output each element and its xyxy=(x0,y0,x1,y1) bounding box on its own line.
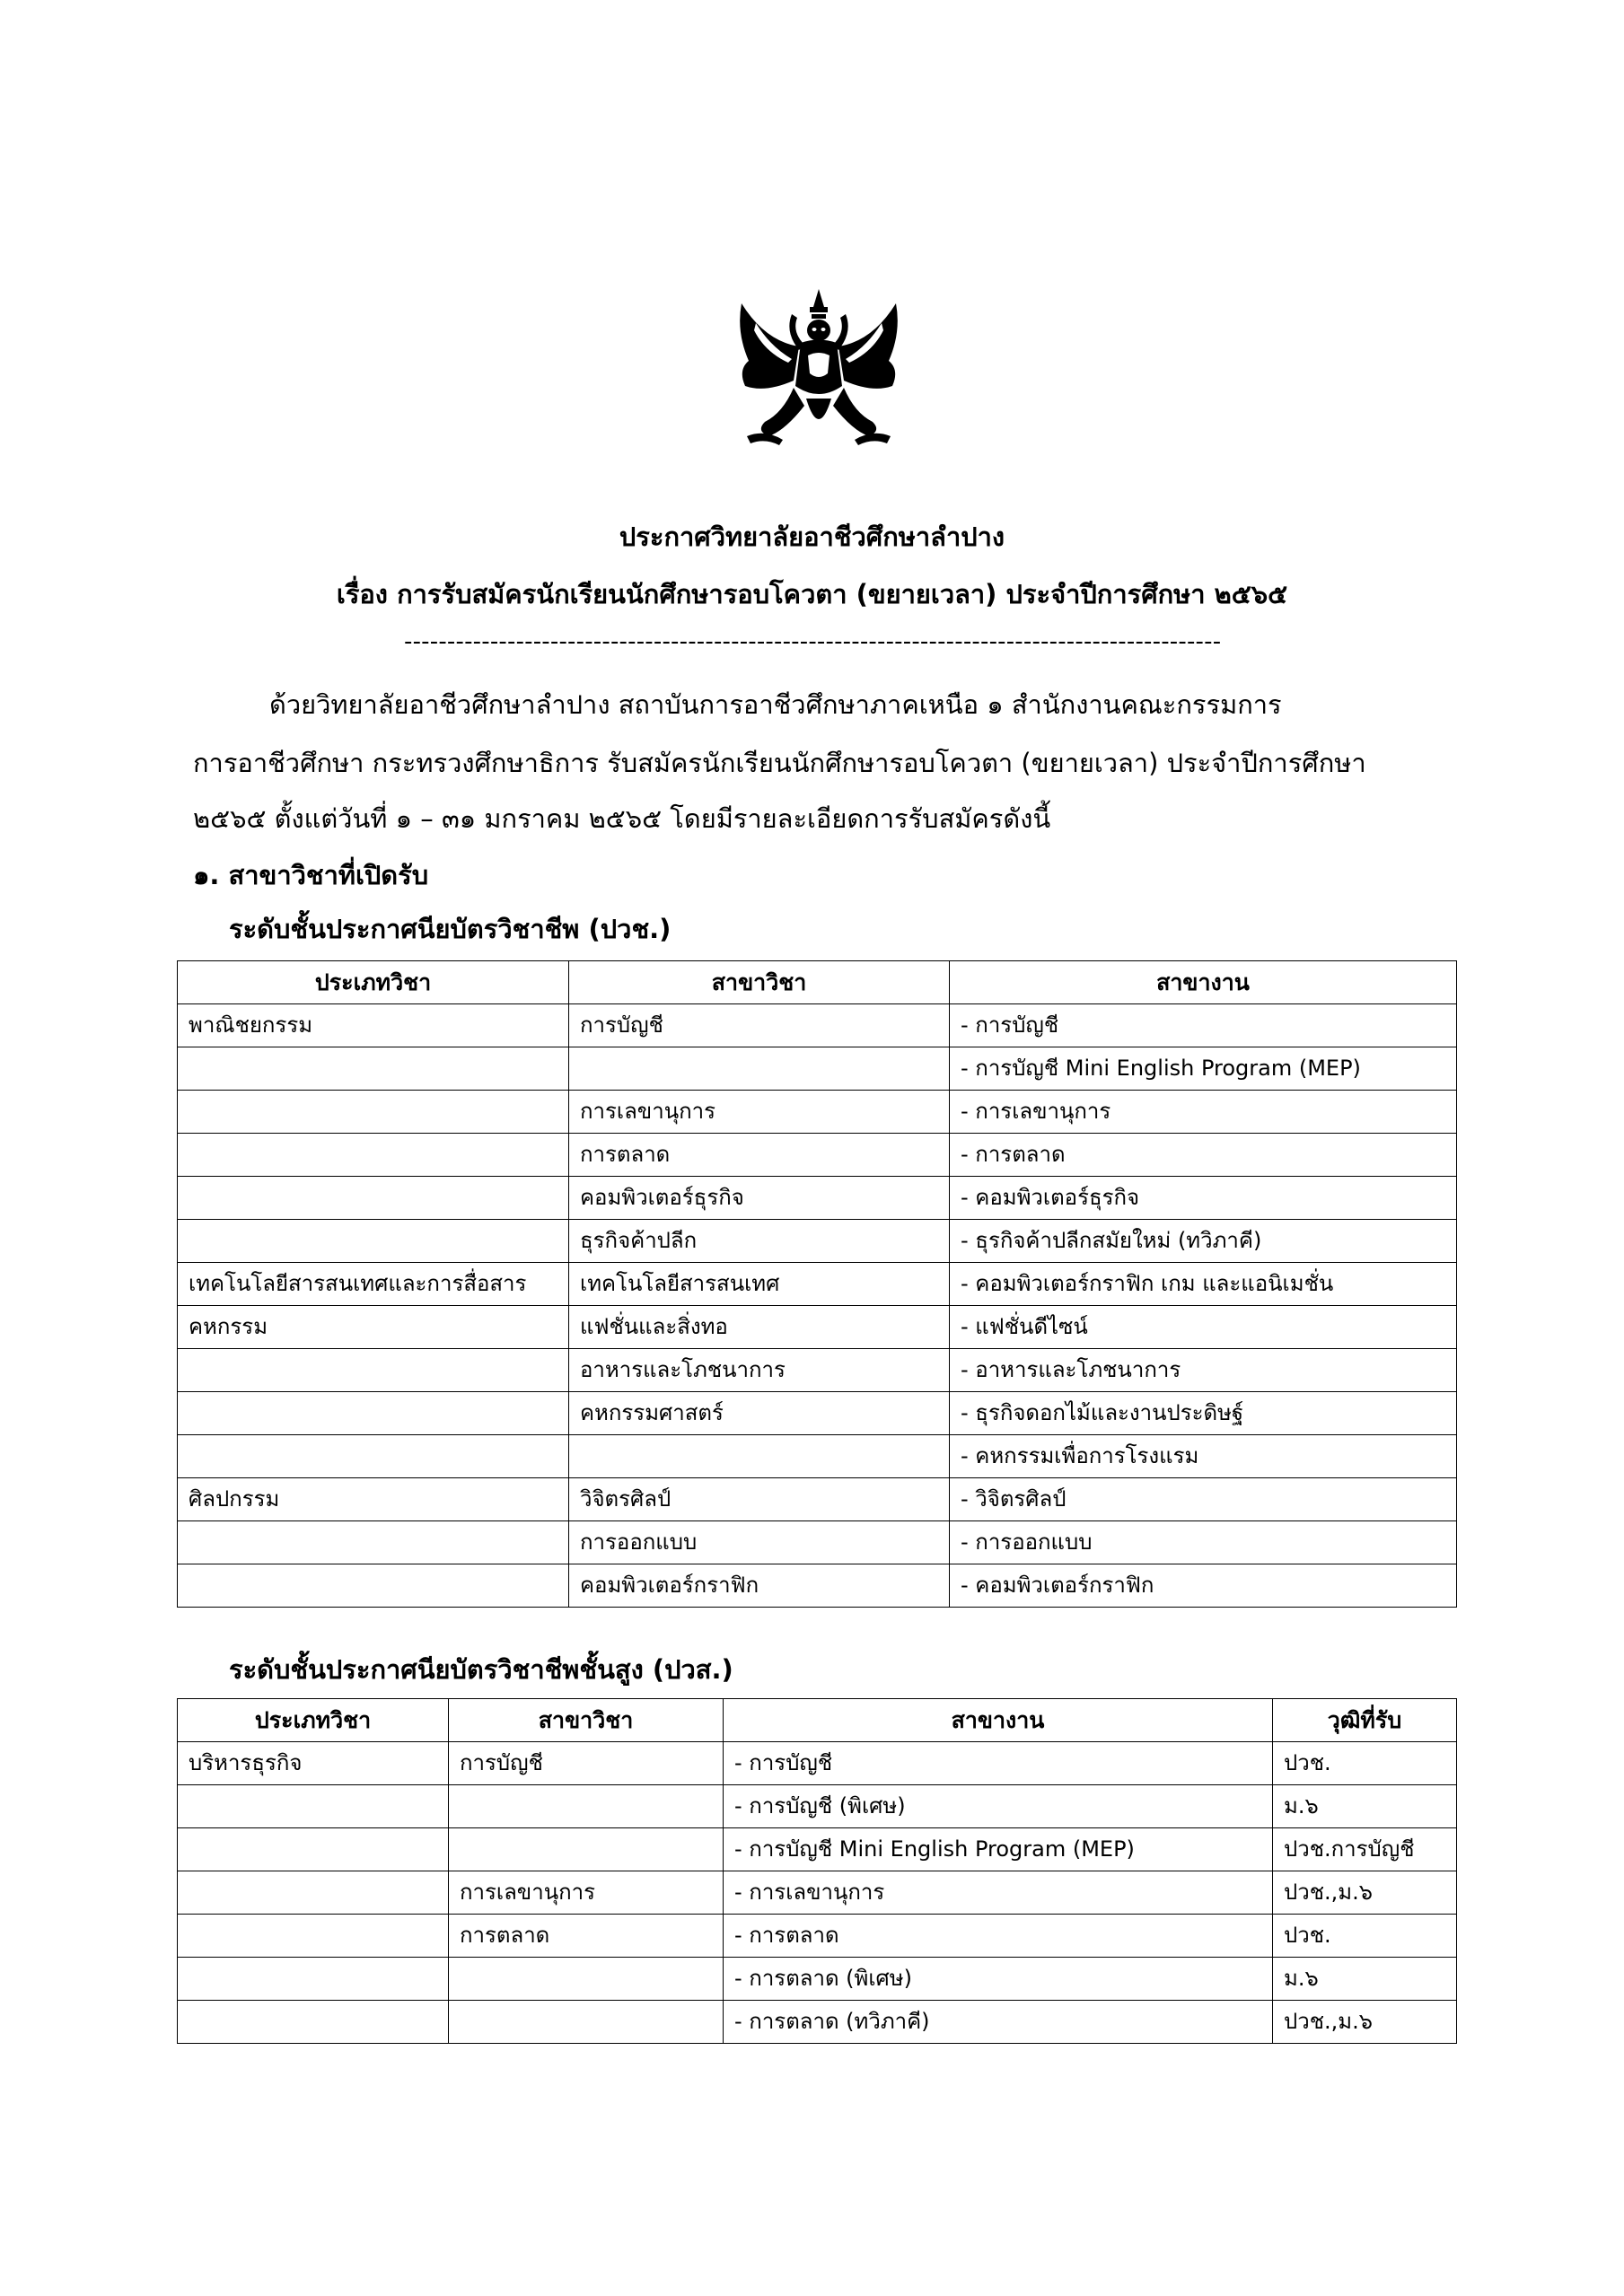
table-cell: - การตลาด (ทวิภาคี) xyxy=(724,2001,1273,2044)
table-row xyxy=(178,1871,1457,1915)
table-cell: การบัญชี xyxy=(569,1004,950,1047)
body-line-1: ด้วยวิทยาลัยอาชีวศึกษาลำปาง สถาบันการอาชีวศึกษาภาคเหนือ ๑ สำนักงานคณะกรรมการ xyxy=(269,689,1282,720)
body-line-3: ๒๕๖๕ ตั้งแต่วันที่ ๑ – ๓๑ มกราคม ๒๕๖๕ โดยมีรายละเอียดการรับสมัครดังนี้ xyxy=(193,803,1051,834)
column-header: สาขางาน xyxy=(724,1699,1273,1742)
garuda-emblem xyxy=(729,287,909,462)
table-cell: การตลาด xyxy=(569,1134,950,1177)
table-cell xyxy=(178,1828,449,1871)
table-cell: - ธุรกิจค้าปลีกสมัยใหม่ (ทวิภาคี) xyxy=(950,1220,1457,1263)
table-cell: ปวช.การบัญชี xyxy=(1273,1828,1457,1871)
table-row xyxy=(178,1435,1457,1478)
table-row xyxy=(178,1263,1457,1306)
table-cell xyxy=(449,1828,724,1871)
pvc-table xyxy=(177,960,1457,1608)
table-cell: ศิลปกรรม xyxy=(178,1478,569,1521)
table-row xyxy=(178,1392,1457,1435)
table-cell: การเลขานุการ xyxy=(449,1871,724,1915)
table-cell: - การออกแบบ xyxy=(950,1521,1457,1564)
table-cell: คอมพิวเตอร์กราฟิก xyxy=(569,1564,950,1608)
table-cell: การเลขานุการ xyxy=(569,1091,950,1134)
separator-line: ----------------------------------------------------------------------------------------------- xyxy=(404,628,1222,655)
table-cell xyxy=(178,1220,569,1263)
section-heading: ๑. สาขาวิชาที่เปิดรับ xyxy=(193,860,429,890)
table-cell xyxy=(178,1177,569,1220)
table-row xyxy=(178,1134,1457,1177)
table-cell: อาหารและโภชนาการ xyxy=(569,1349,950,1392)
table-cell: - คหกรรมเพื่อการโรงแรม xyxy=(950,1435,1457,1478)
table-cell: วิจิตรศิลป์ xyxy=(569,1478,950,1521)
table-row xyxy=(178,1047,1457,1091)
table-cell xyxy=(178,1134,569,1177)
table-cell: พาณิชยกรรม xyxy=(178,1004,569,1047)
table-cell xyxy=(449,1958,724,2001)
column-header: สาขาวิชา xyxy=(449,1699,724,1742)
table-cell: บริหารธุรกิจ xyxy=(178,1742,449,1785)
table-cell xyxy=(178,1349,569,1392)
table-cell xyxy=(178,1392,569,1435)
table-cell: การออกแบบ xyxy=(569,1521,950,1564)
table-cell: - แฟชั่นดีไซน์ xyxy=(950,1306,1457,1349)
table-cell: - การบัญชี Mini English Program (MEP) xyxy=(950,1047,1457,1091)
table-cell xyxy=(178,1435,569,1478)
table-cell xyxy=(178,1521,569,1564)
table-cell: ม.๖ xyxy=(1273,1958,1457,2001)
table-cell: ปวช. xyxy=(1273,1915,1457,1958)
table-cell: คหกรรม xyxy=(178,1306,569,1349)
table-cell: ปวช.,ม.๖ xyxy=(1273,2001,1457,2044)
table-row xyxy=(178,1091,1457,1134)
column-header: ประเภทวิชา xyxy=(178,961,569,1004)
table-row xyxy=(178,1958,1457,2001)
column-header: สาขาวิชา xyxy=(569,961,950,1004)
table-row xyxy=(178,1521,1457,1564)
table-cell: - อาหารและโภชนาการ xyxy=(950,1349,1457,1392)
table-cell xyxy=(178,1564,569,1608)
table-cell: - การตลาด (พิเศษ) xyxy=(724,1958,1273,2001)
table-cell xyxy=(178,1785,449,1828)
table-cell: - วิจิตรศิลป์ xyxy=(950,1478,1457,1521)
table-row xyxy=(178,1828,1457,1871)
table-cell: แฟชั่นและสิ่งทอ xyxy=(569,1306,950,1349)
table-cell: เทคโนโลยีสารสนเทศและการสื่อสาร xyxy=(178,1263,569,1306)
table-cell xyxy=(178,1958,449,2001)
table-cell: คหกรรมศาสตร์ xyxy=(569,1392,950,1435)
table-row xyxy=(178,1742,1457,1785)
table-cell: - การเลขานุการ xyxy=(724,1871,1273,1915)
table-cell: - การบัญชี xyxy=(724,1742,1273,1785)
table-row xyxy=(178,1478,1457,1521)
table-cell: - ธุรกิจดอกไม้และงานประดิษฐ์ xyxy=(950,1392,1457,1435)
table-cell: การบัญชี xyxy=(449,1742,724,1785)
table-cell: - การบัญชี (พิเศษ) xyxy=(724,1785,1273,1828)
table-cell xyxy=(178,1047,569,1091)
announcement-title: ประกาศวิทยาลัยอาชีวศึกษาลำปาง xyxy=(619,521,1005,552)
column-header: ประเภทวิชา xyxy=(178,1699,449,1742)
table-cell xyxy=(178,1091,569,1134)
table-row xyxy=(178,2001,1457,2044)
column-header: สาขางาน xyxy=(950,961,1457,1004)
table-cell xyxy=(178,1915,449,1958)
table-header-row xyxy=(178,961,1457,1004)
table-cell: ปวช.,ม.๖ xyxy=(1273,1871,1457,1915)
table-cell: ปวช. xyxy=(1273,1742,1457,1785)
table-cell xyxy=(569,1047,950,1091)
column-header: วุฒิที่รับ xyxy=(1273,1699,1457,1742)
table-cell xyxy=(178,1871,449,1915)
table-row xyxy=(178,1306,1457,1349)
table-cell: - การตลาด xyxy=(724,1915,1273,1958)
table-cell xyxy=(178,2001,449,2044)
table-row xyxy=(178,1220,1457,1263)
table-cell: ม.๖ xyxy=(1273,1785,1457,1828)
table-cell xyxy=(449,2001,724,2044)
pvs-table xyxy=(177,1698,1457,2044)
table-row xyxy=(178,1915,1457,1958)
table-cell: ธุรกิจค้าปลีก xyxy=(569,1220,950,1263)
table-row xyxy=(178,1177,1457,1220)
table-cell: - คอมพิวเตอร์กราฟิก เกม และแอนิเมชั่น xyxy=(950,1263,1457,1306)
table-row xyxy=(178,1564,1457,1608)
pvc-heading: ระดับชั้นประกาศนียบัตรวิชาชีพ (ปวช.) xyxy=(229,914,672,944)
table-cell: การตลาด xyxy=(449,1915,724,1958)
table-cell: - การบัญชี xyxy=(950,1004,1457,1047)
table-cell: - การตลาด xyxy=(950,1134,1457,1177)
pvs-heading: ระดับชั้นประกาศนียบัตรวิชาชีพชั้นสูง (ปวส.) xyxy=(229,1654,733,1685)
table-cell: - คอมพิวเตอร์ธุรกิจ xyxy=(950,1177,1457,1220)
table-cell: เทคโนโลยีสารสนเทศ xyxy=(569,1263,950,1306)
table-cell: คอมพิวเตอร์ธุรกิจ xyxy=(569,1177,950,1220)
table-cell: - การเลขานุการ xyxy=(950,1091,1457,1134)
table-cell: - คอมพิวเตอร์กราฟิก xyxy=(950,1564,1457,1608)
table-cell: - การบัญชี Mini English Program (MEP) xyxy=(724,1828,1273,1871)
table-cell xyxy=(449,1785,724,1828)
announcement-subject: เรื่อง การรับสมัครนักเรียนนักศึกษารอบโควตา (ขยายเวลา) ประจำปีการศึกษา ๒๕๖๕ xyxy=(336,579,1288,609)
table-row xyxy=(178,1785,1457,1828)
table-header-row xyxy=(178,1699,1457,1742)
table-row xyxy=(178,1349,1457,1392)
body-line-2: การอาชีวศึกษา กระทรวงศึกษาธิการ รับสมัครนักเรียนนักศึกษารอบโควตา (ขยายเวลา) ประจำปีการศึกษา xyxy=(193,748,1366,778)
table-cell xyxy=(569,1435,950,1478)
table-row xyxy=(178,1004,1457,1047)
